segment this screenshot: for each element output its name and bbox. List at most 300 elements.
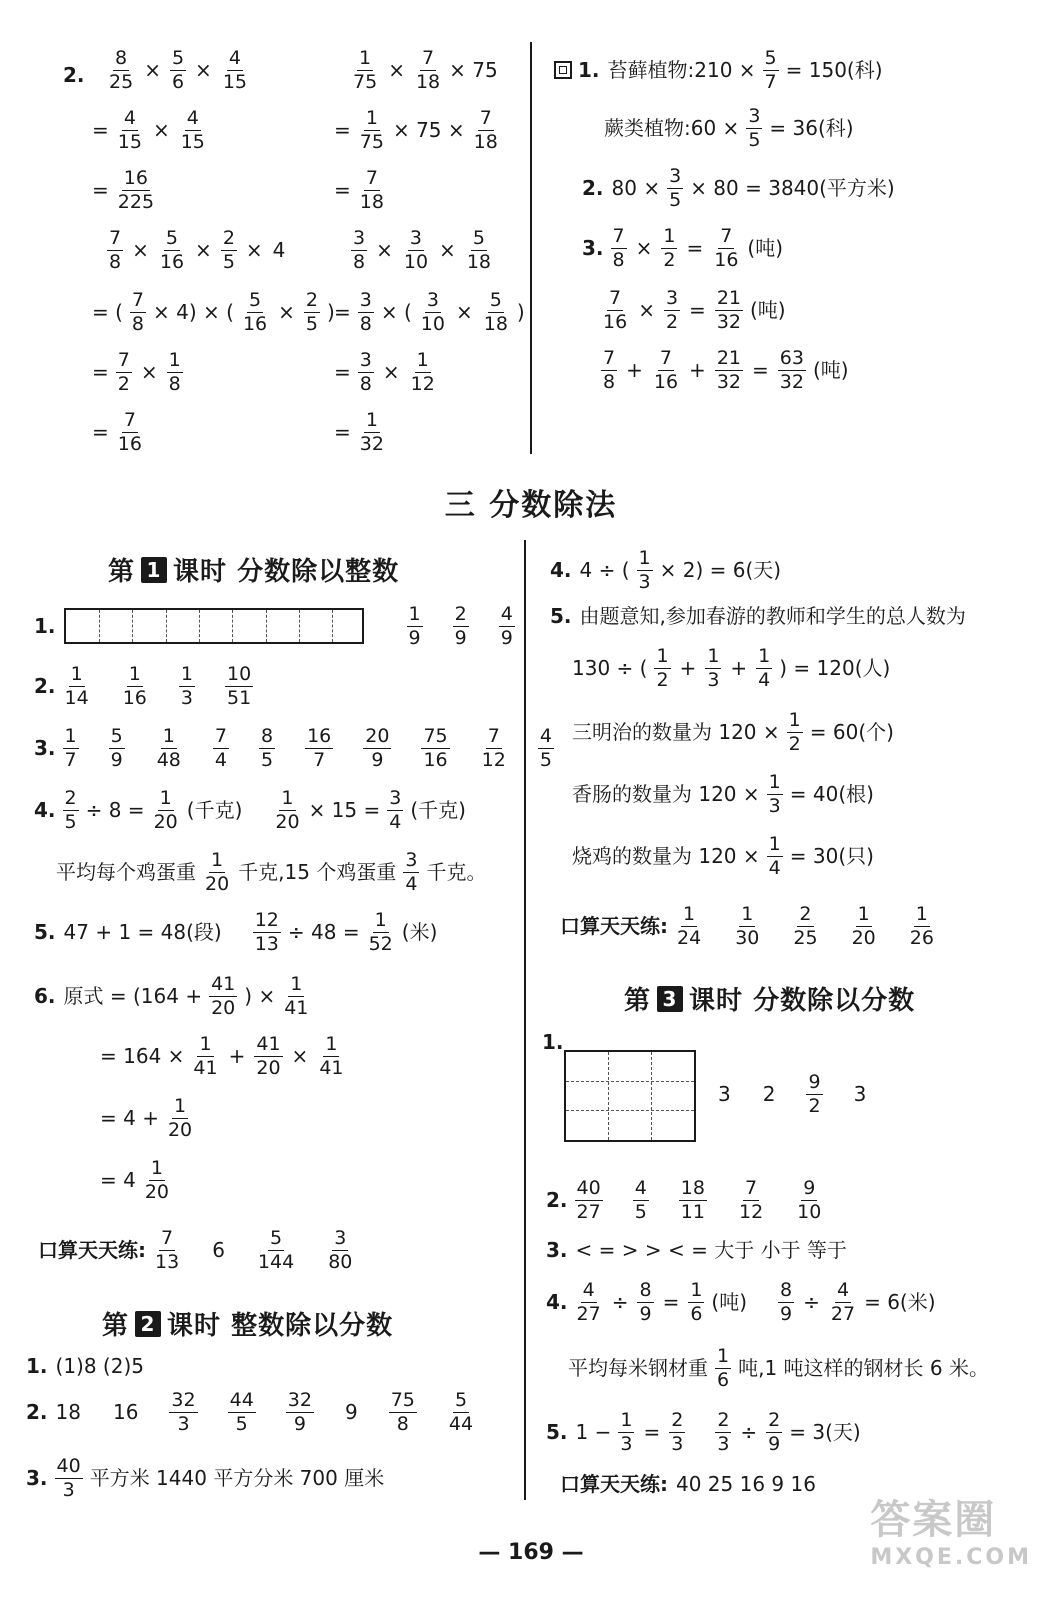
numerator: 1	[857, 903, 870, 925]
grid-line	[566, 1110, 694, 1111]
math-line	[88, 108, 210, 152]
denominator: 16	[122, 686, 147, 709]
fraction	[221, 48, 249, 92]
fraction	[453, 604, 469, 648]
denominator: 3	[768, 794, 781, 817]
fraction	[829, 1280, 857, 1324]
operator: ×	[195, 58, 212, 83]
label: 5.	[550, 604, 572, 628]
fraction	[326, 1228, 354, 1272]
operator: ÷	[803, 1290, 820, 1315]
denominator: 8	[353, 250, 366, 273]
denominator: 44	[448, 1412, 474, 1435]
denominator: 7	[764, 70, 777, 93]
math-line	[104, 228, 289, 272]
denominator: 32	[779, 370, 804, 393]
text: × 2) = 6(天)	[659, 558, 782, 583]
fraction	[715, 1410, 731, 1454]
denominator: 12	[481, 748, 506, 771]
numerator: 2	[717, 1409, 730, 1431]
denominator: 24	[677, 926, 702, 949]
operator: ×	[439, 238, 456, 263]
numerator: 1	[180, 663, 193, 685]
numerator: 1	[656, 645, 669, 667]
label: 1.	[578, 58, 600, 83]
denominator: 16	[714, 248, 739, 271]
fraction	[601, 348, 617, 392]
denominator: 16	[242, 312, 268, 335]
text: (吨)	[750, 298, 786, 323]
fraction	[715, 348, 743, 392]
fraction	[116, 350, 132, 394]
math-line	[30, 664, 256, 708]
text: 苔藓植物:210 ×	[607, 58, 756, 83]
text: 4	[272, 238, 286, 263]
denominator: 18	[483, 312, 508, 335]
math-line	[600, 106, 858, 150]
numerator: 1	[717, 1345, 730, 1367]
grid-line	[608, 1052, 609, 1140]
denominator: 2	[808, 1094, 821, 1117]
numerator: 7	[612, 225, 625, 247]
numerator: 1	[690, 1279, 703, 1301]
numerator: 16	[123, 167, 148, 189]
fraction	[664, 288, 680, 332]
denominator: 20	[851, 926, 876, 949]
denominator: 5	[748, 128, 761, 151]
numerator: 7	[479, 107, 492, 129]
fraction	[213, 726, 229, 770]
fraction	[358, 290, 374, 334]
math-line	[564, 1346, 993, 1390]
numerator: 1	[620, 1409, 633, 1431]
denominator: 16	[117, 432, 142, 455]
denominator: 9	[768, 1432, 781, 1455]
math-line	[556, 1474, 820, 1494]
numerator: 7	[117, 349, 130, 371]
numerator: 1	[365, 107, 378, 129]
numerator: 3	[405, 849, 418, 871]
fraction	[778, 1280, 794, 1324]
label: 2.	[34, 674, 56, 699]
fraction	[746, 106, 762, 150]
text: ) = 120(人)	[779, 656, 891, 681]
math-line	[546, 548, 785, 592]
operator: ×	[195, 238, 212, 263]
fraction	[618, 1410, 634, 1454]
label: 1.	[26, 1354, 48, 1378]
denominator: 3	[638, 570, 651, 593]
denominator: 26	[909, 926, 934, 949]
denominator: 5	[235, 1412, 248, 1435]
lesson-number-badge: 1	[141, 557, 167, 583]
strip-division-line	[99, 610, 100, 642]
text: = 60(个)	[809, 720, 894, 745]
numerator: 21	[716, 347, 741, 369]
fraction	[575, 1178, 603, 1222]
operator: ÷	[740, 1420, 758, 1445]
denominator: 5	[64, 810, 77, 833]
denominator: 12	[410, 372, 435, 395]
math-line	[546, 606, 970, 626]
numerator: 3	[665, 287, 679, 309]
fraction	[367, 910, 395, 954]
strip-division-line	[132, 610, 133, 642]
text: =	[334, 178, 351, 203]
denominator: 15	[222, 70, 247, 93]
numerator: 7	[487, 725, 500, 747]
denominator: 4	[405, 872, 418, 895]
fraction	[253, 910, 281, 954]
denominator: 27	[830, 1302, 856, 1325]
numerator: 1	[162, 725, 175, 747]
operator: ×	[278, 300, 295, 325]
text: × 80 = 3840(平方米)	[690, 176, 895, 201]
numerator: 4	[500, 603, 513, 625]
text: 千克,15 个鸡蛋重	[238, 860, 397, 885]
fraction	[409, 350, 437, 394]
operator: +	[730, 656, 748, 681]
text: =	[334, 360, 351, 385]
numerator: 1	[768, 833, 781, 855]
fraction	[419, 290, 447, 334]
denominator: 32	[716, 310, 741, 333]
denominator: 8	[612, 248, 625, 271]
denominator: 9	[639, 1302, 652, 1325]
fraction	[661, 226, 677, 270]
text: 原式 = (164 +	[63, 984, 203, 1009]
fraction	[221, 228, 237, 272]
numerator: 5	[472, 227, 485, 249]
denominator: 16	[159, 250, 185, 273]
text: = 36(科)	[769, 116, 854, 141]
numerator: 8	[780, 1279, 793, 1301]
fraction	[358, 168, 386, 212]
numerator: 1	[290, 973, 303, 995]
operator: ×	[455, 300, 473, 325]
text: 130 ÷ (	[572, 656, 648, 681]
fraction	[908, 904, 936, 948]
denominator: 80	[328, 1250, 353, 1273]
numerator: 4	[228, 47, 241, 69]
math-line	[598, 288, 790, 332]
denominator: 2	[663, 248, 676, 271]
fraction	[228, 1390, 256, 1434]
denominator: 2	[656, 668, 669, 691]
denominator: 9	[780, 1302, 793, 1325]
text: × 15 =	[308, 798, 381, 823]
numerator: 1	[741, 903, 754, 925]
numerator: 1	[416, 349, 429, 371]
denominator: 3	[671, 1432, 684, 1455]
operator: +	[228, 1044, 246, 1069]
numerator: 12	[254, 909, 279, 931]
text: =	[92, 360, 109, 385]
operator: ×	[144, 58, 161, 83]
operator: =	[686, 236, 704, 261]
question-number	[542, 1032, 564, 1052]
text: ) ×	[244, 984, 276, 1009]
fraction	[191, 1034, 219, 1078]
math-line	[330, 350, 440, 394]
denominator: 52	[368, 932, 393, 955]
text: × (	[380, 300, 412, 325]
fraction	[637, 548, 653, 592]
math-line	[598, 348, 853, 392]
numerator: 5	[764, 47, 777, 69]
text: ÷ 48 =	[287, 920, 360, 945]
numerator: 1	[408, 603, 421, 625]
operator: ×	[245, 238, 263, 263]
denominator: 51	[226, 686, 252, 709]
math-line	[330, 410, 389, 454]
numerator: 7	[161, 1227, 174, 1249]
numerator: 1	[788, 709, 801, 731]
fraction	[317, 1034, 345, 1078]
watermark-logo	[870, 1488, 1032, 1570]
numerator: 3	[669, 165, 682, 187]
fraction	[737, 1178, 765, 1222]
numerator: 4	[539, 725, 552, 747]
denominator: 18	[415, 70, 441, 93]
numerator: 1	[663, 225, 676, 247]
numerator: 3	[748, 105, 761, 127]
operator: +	[689, 358, 706, 383]
text: ÷ 8 =	[85, 798, 145, 823]
denominator: 13	[155, 1250, 180, 1273]
grid-line	[566, 1081, 694, 1082]
numerator: 7	[214, 725, 227, 747]
text: × 75 ×	[392, 118, 465, 143]
text: = 150(科)	[785, 58, 883, 83]
operator: ×	[291, 1044, 309, 1069]
denominator: 11	[680, 1200, 705, 1223]
numerator: 1	[199, 1033, 212, 1055]
fraction	[116, 108, 144, 152]
fraction	[107, 228, 123, 272]
operator: =	[689, 298, 706, 323]
text: = 3(天)	[789, 1420, 861, 1445]
text: 平方米 1440 平方分米 700 厘米	[89, 1466, 385, 1491]
math-line	[96, 1096, 197, 1140]
fraction	[795, 1178, 823, 1222]
denominator: 12	[738, 1200, 764, 1223]
math-line	[330, 108, 503, 152]
fraction	[143, 1158, 171, 1202]
text: 由题意知,参加春游的教师和学生的总人数为	[579, 604, 966, 628]
denominator: 30	[735, 926, 760, 949]
numerator: 4	[186, 107, 199, 129]
fraction	[273, 788, 301, 832]
denominator: 5	[634, 1200, 647, 1223]
fraction	[421, 726, 449, 770]
strip-division-line	[166, 610, 167, 642]
fraction	[669, 1410, 685, 1454]
operator: ×	[388, 58, 405, 83]
label: 3.	[546, 1238, 568, 1262]
label: 3.	[26, 1466, 48, 1491]
denominator: 18	[473, 130, 498, 153]
fraction	[447, 1390, 475, 1434]
fraction	[465, 228, 493, 272]
label: 3.	[582, 236, 604, 261]
operator: ×	[140, 360, 158, 385]
strip-division-line	[332, 610, 333, 642]
denominator: 20	[275, 810, 300, 833]
numerator: 8	[115, 47, 128, 69]
denominator: 15	[180, 130, 205, 153]
denominator: 75	[353, 70, 378, 93]
math-line	[556, 904, 939, 948]
text: = 4	[100, 1168, 136, 1193]
fraction	[778, 348, 806, 392]
numerator: 7	[123, 409, 136, 431]
fraction	[633, 1178, 649, 1222]
fraction	[712, 226, 740, 270]
numerator: 1	[159, 787, 172, 809]
denominator: 5	[669, 188, 682, 211]
denominator: 15	[117, 130, 142, 153]
numerator: 1	[281, 787, 294, 809]
denominator: 16	[603, 310, 628, 333]
math-line	[22, 1456, 388, 1500]
numerator: 3	[353, 227, 366, 249]
denominator: 20	[211, 996, 236, 1019]
label: 6.	[34, 984, 56, 1009]
operator: ×	[132, 238, 149, 263]
section-marker-icon	[554, 61, 572, 79]
heading-prefix: 第	[108, 557, 136, 587]
denominator: 20	[205, 872, 230, 895]
denominator: 8	[359, 312, 372, 335]
denominator: 2	[117, 372, 130, 395]
math-line	[568, 646, 894, 690]
text: = 4 +	[100, 1106, 159, 1131]
numerator: 3	[334, 1227, 347, 1249]
denominator: 20	[153, 810, 178, 833]
denominator: 27	[576, 1302, 601, 1325]
math-line	[542, 1410, 865, 1454]
numerator: 1	[374, 909, 387, 931]
label: 2.	[546, 1188, 568, 1213]
numerator: 1	[359, 47, 372, 69]
fraction	[767, 772, 783, 816]
denominator: 2	[665, 310, 679, 333]
math-line	[30, 726, 557, 770]
denominator: 32	[716, 370, 741, 393]
numerator: 8	[260, 725, 274, 747]
fraction	[116, 168, 156, 212]
denominator: 3	[717, 1432, 730, 1455]
fraction	[116, 410, 144, 454]
text: = 30(只)	[789, 844, 874, 869]
numerator: 1	[70, 663, 83, 685]
text: 吨,1 吨这样的钢材长 6 米。	[738, 1356, 989, 1381]
math-line	[568, 710, 898, 754]
numerator: 2	[222, 227, 235, 249]
fraction	[167, 350, 183, 394]
denominator: 41	[319, 1056, 344, 1079]
text: 18	[55, 1400, 81, 1425]
math-line	[34, 1228, 357, 1272]
text: )	[516, 300, 525, 325]
fraction	[225, 664, 253, 708]
denominator: 9	[110, 748, 123, 771]
fraction	[254, 1034, 282, 1078]
math-line	[96, 1034, 349, 1078]
numerator: 1	[915, 903, 928, 925]
math-line	[568, 772, 878, 816]
denominator: 20	[256, 1056, 281, 1079]
fraction	[363, 726, 391, 770]
heading-prefix: 第	[102, 1311, 130, 1341]
operator: =	[662, 1290, 680, 1315]
denominator: 4	[389, 810, 402, 833]
denominator: 4	[768, 856, 781, 879]
numerator: 4	[582, 1279, 595, 1301]
text: =	[92, 420, 109, 445]
numerator: 7	[720, 225, 733, 247]
math-line	[542, 1178, 826, 1222]
fraction	[107, 48, 135, 92]
operator: ×	[376, 238, 393, 263]
label: 5.	[546, 1420, 568, 1445]
lesson-1-heading	[108, 551, 399, 588]
fraction	[679, 1178, 707, 1222]
text: (吨)	[747, 236, 784, 261]
fraction	[654, 646, 670, 690]
denominator: 75	[359, 130, 384, 153]
numerator: 5	[165, 227, 178, 249]
column-divider-top	[530, 42, 532, 454]
numerator: 7	[659, 347, 672, 369]
text: 3	[853, 1082, 867, 1107]
math-line	[542, 1240, 851, 1260]
denominator: 5	[305, 312, 318, 335]
text: =	[334, 118, 351, 143]
numerator: 7	[609, 287, 622, 309]
text: 平均每米钢材重	[568, 1356, 708, 1381]
numerator: 7	[131, 289, 145, 311]
math-line	[96, 1158, 174, 1202]
label: 4.	[34, 798, 56, 823]
fraction	[611, 226, 627, 270]
text: 3	[718, 1082, 731, 1107]
text: 蕨类植物:60 ×	[604, 116, 740, 141]
heading-title: 课时 分数除以分数	[689, 986, 916, 1016]
denominator: 4	[214, 748, 227, 771]
math-line	[30, 788, 470, 832]
math-line	[88, 168, 159, 212]
label: 1.	[34, 614, 56, 639]
heading-title: 课时 分数除以整数	[173, 557, 400, 587]
text: (1)8 (2)5	[55, 1354, 144, 1378]
fraction	[414, 48, 442, 92]
numerator: 32	[287, 1389, 312, 1411]
operator: ÷	[611, 1290, 629, 1315]
math-line	[88, 410, 147, 454]
text: 6	[212, 1238, 225, 1263]
text: 1 −	[575, 1420, 612, 1445]
numerator: 7	[365, 167, 378, 189]
denominator: 7	[313, 748, 326, 771]
denominator: 25	[793, 926, 818, 949]
text: =	[334, 300, 351, 325]
fraction	[402, 228, 430, 272]
fraction	[407, 604, 423, 648]
top-left-question-num	[63, 65, 85, 85]
numerator: 2	[671, 1409, 684, 1431]
